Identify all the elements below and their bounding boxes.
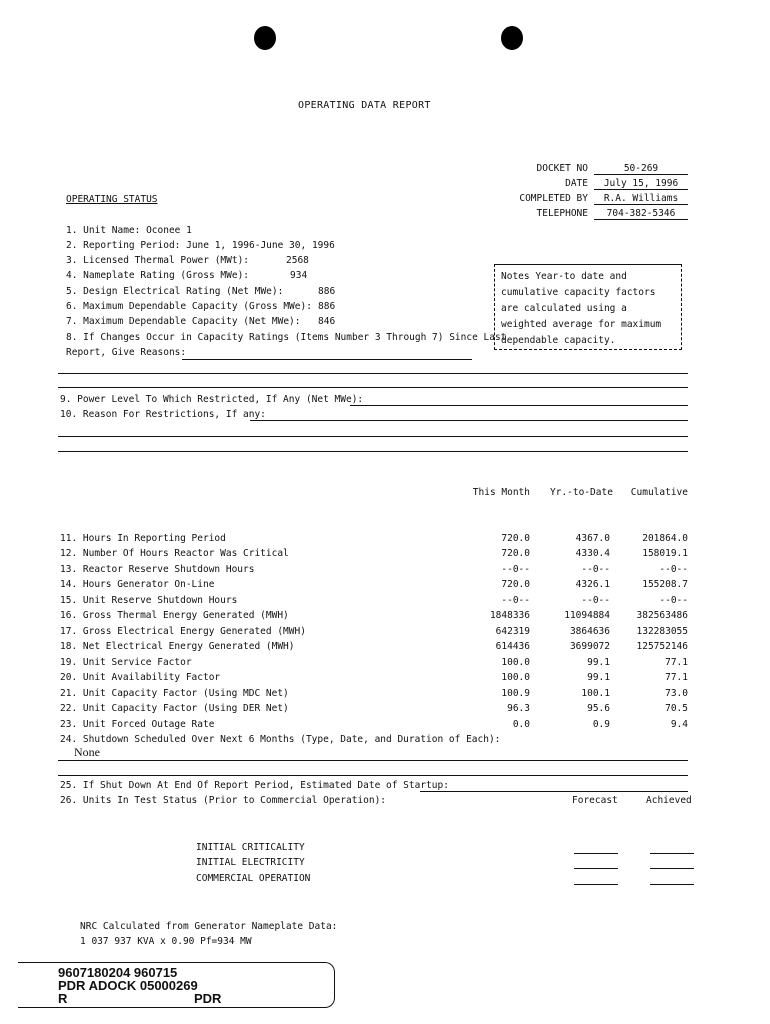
item-10: 10. Reason For Restrictions, If any: xyxy=(60,409,266,420)
status-item: 7. Maximum Dependable Capacity (Net MWe): xyxy=(66,316,301,327)
forecast-line xyxy=(574,868,618,869)
item-10-underline xyxy=(250,420,688,421)
status-item: 8. If Changes Occur in Capacity Ratings (Items Number 3 Through 7) Since Last xyxy=(66,332,507,343)
blank-line xyxy=(58,373,688,374)
telephone-label: TELEPHONE xyxy=(536,208,588,219)
item-9: 9. Power Level To Which Restricted, If Any (Net MWe): xyxy=(60,394,364,405)
achieved-line xyxy=(650,884,694,885)
row-cumulative: --0-- xyxy=(659,595,688,606)
row-label: 14. Hours Generator On-Line xyxy=(60,579,215,590)
row-this-month: 720.0 xyxy=(501,533,530,544)
row-label: 16. Gross Thermal Energy Generated (MWH) xyxy=(60,610,289,621)
status-value: 846 xyxy=(318,316,336,327)
punch-hole-left xyxy=(254,26,276,50)
test-status-item: INITIAL ELECTRICITY xyxy=(196,857,305,868)
nrc-note: NRC Calculated from Generator Nameplate Data: xyxy=(80,921,338,932)
row-cumulative: 77.1 xyxy=(665,657,688,668)
test-status-item: INITIAL CRITICALITY xyxy=(196,842,305,853)
forecast-line xyxy=(574,853,618,854)
row-cumulative: 201864.0 xyxy=(642,533,688,544)
operating-status-heading: OPERATING STATUS xyxy=(66,194,158,205)
row-ytd: 4330.4 xyxy=(575,548,610,559)
status-item: Report, Give Reasons: xyxy=(66,347,187,358)
row-this-month: 100.0 xyxy=(501,657,530,668)
row-this-month: 642319 xyxy=(495,626,530,637)
row-ytd: --0-- xyxy=(581,564,610,575)
row-this-month: 100.9 xyxy=(501,688,530,699)
row-label: 12. Number Of Hours Reactor Was Critical xyxy=(60,548,289,559)
row-this-month: --0-- xyxy=(501,595,530,606)
status-value: 934 xyxy=(290,270,308,281)
status-item: 2. Reporting Period: June 1, 1996-June 30, 1996 xyxy=(66,240,335,251)
achieved-line xyxy=(650,868,694,869)
docket-label: DOCKET NO xyxy=(536,163,588,174)
stamp-line-3-right: PDR xyxy=(194,991,222,1006)
reasons-underline xyxy=(182,359,472,360)
row-label: 21. Unit Capacity Factor (Using MDC Net) xyxy=(60,688,289,699)
completed-by-label: COMPLETED BY xyxy=(519,193,588,204)
row-this-month: 614436 xyxy=(495,641,530,652)
nrc-calculation: 1 037 937 KVA x 0.90 Pf=934 MW xyxy=(80,936,252,947)
row-ytd: --0-- xyxy=(581,595,610,606)
row-cumulative: 70.5 xyxy=(665,703,688,714)
stamp-line-2: PDR ADOCK 05000269 xyxy=(58,978,198,993)
row-ytd: 95.6 xyxy=(587,703,610,714)
item-25-underline xyxy=(420,791,688,792)
row-label: 22. Unit Capacity Factor (Using DER Net) xyxy=(60,703,289,714)
page-title: OPERATING DATA REPORT xyxy=(298,100,431,111)
status-value: 886 xyxy=(318,301,336,312)
status-value: 886 xyxy=(318,286,336,297)
row-cumulative: 158019.1 xyxy=(642,548,688,559)
docket-value: 50-269 xyxy=(594,163,688,175)
row-label: 20. Unit Availability Factor xyxy=(60,672,221,683)
notes-box: Notes Year-to date and cumulative capacity factors are calculated using a weighted average for maximum dependable capacity. xyxy=(494,264,682,350)
row-ytd: 3699072 xyxy=(569,641,610,652)
date-value: July 15, 1996 xyxy=(594,178,688,190)
status-value: 2568 xyxy=(286,255,309,266)
row-ytd: 99.1 xyxy=(587,657,610,668)
item-25: 25. If Shut Down At End Of Report Period, Estimated Date of Startup: xyxy=(60,780,449,791)
row-label: 15. Unit Reserve Shutdown Hours xyxy=(60,595,238,606)
blank-line xyxy=(58,387,688,388)
column-ytd: Yr.-to-Date xyxy=(550,487,613,498)
column-cumulative: Cumulative xyxy=(630,487,688,498)
achieved-label: Achieved xyxy=(646,795,692,806)
test-status-item: COMMERCIAL OPERATION xyxy=(196,873,311,884)
status-item: 3. Licensed Thermal Power (MWt): xyxy=(66,255,250,266)
item-9-underline xyxy=(350,405,688,406)
row-ytd: 99.1 xyxy=(587,672,610,683)
document-stamp xyxy=(18,962,335,1008)
blank-line xyxy=(58,451,688,452)
row-this-month: 0.0 xyxy=(512,719,530,730)
row-cumulative: 382563486 xyxy=(636,610,688,621)
row-ytd: 4326.1 xyxy=(575,579,610,590)
row-cumulative: 132283055 xyxy=(636,626,688,637)
completed-by-value: R.A. Williams xyxy=(594,193,688,205)
stamp-line-1: 9607180204 960715 xyxy=(58,965,178,980)
row-label: 18. Net Electrical Energy Generated (MWH) xyxy=(60,641,295,652)
row-ytd: 100.1 xyxy=(581,688,610,699)
telephone-value: 704-382-5346 xyxy=(594,208,688,220)
blank-line xyxy=(58,775,688,776)
row-cumulative: 9.4 xyxy=(670,719,688,730)
status-item: 6. Maximum Dependable Capacity (Gross MWe): xyxy=(66,301,312,312)
row-label: 19. Unit Service Factor xyxy=(60,657,192,668)
stamp-line-3-left: R xyxy=(58,991,68,1006)
row-this-month: 96.3 xyxy=(507,703,530,714)
row-label: 13. Reactor Reserve Shutdown Hours xyxy=(60,564,255,575)
item-24: 24. Shutdown Scheduled Over Next 6 Months (Type, Date, and Duration of Each): xyxy=(60,734,501,745)
forecast-line xyxy=(574,884,618,885)
achieved-line xyxy=(650,853,694,854)
blank-line xyxy=(58,436,688,437)
row-ytd: 3864636 xyxy=(569,626,610,637)
row-this-month: 720.0 xyxy=(501,548,530,559)
punch-hole-right xyxy=(501,26,523,50)
item-26: 26. Units In Test Status (Prior to Commercial Operation): xyxy=(60,795,387,806)
item-24-value: None xyxy=(74,745,100,759)
row-label: 23. Unit Forced Outage Rate xyxy=(60,719,215,730)
status-item: 5. Design Electrical Rating (Net MWe): xyxy=(66,286,284,297)
row-ytd: 11094884 xyxy=(564,610,610,621)
row-cumulative: 125752146 xyxy=(636,641,688,652)
row-cumulative: 73.0 xyxy=(665,688,688,699)
row-label: 11. Hours In Reporting Period xyxy=(60,533,226,544)
status-item: 4. Nameplate Rating (Gross MWe): xyxy=(66,270,250,281)
row-ytd: 0.9 xyxy=(592,719,610,730)
row-cumulative: --0-- xyxy=(659,564,688,575)
item-24-underline xyxy=(58,760,688,761)
row-this-month: 1848336 xyxy=(489,610,530,621)
date-label: DATE xyxy=(565,178,588,189)
row-this-month: --0-- xyxy=(501,564,530,575)
forecast-label: Forecast xyxy=(572,795,618,806)
row-this-month: 100.0 xyxy=(501,672,530,683)
row-this-month: 720.0 xyxy=(501,579,530,590)
row-label: 17. Gross Electrical Energy Generated (MWH) xyxy=(60,626,306,637)
row-cumulative: 155208.7 xyxy=(642,579,688,590)
row-cumulative: 77.1 xyxy=(665,672,688,683)
row-ytd: 4367.0 xyxy=(575,533,610,544)
status-item: 1. Unit Name: Oconee 1 xyxy=(66,225,192,236)
column-this-month: This Month xyxy=(472,487,530,498)
